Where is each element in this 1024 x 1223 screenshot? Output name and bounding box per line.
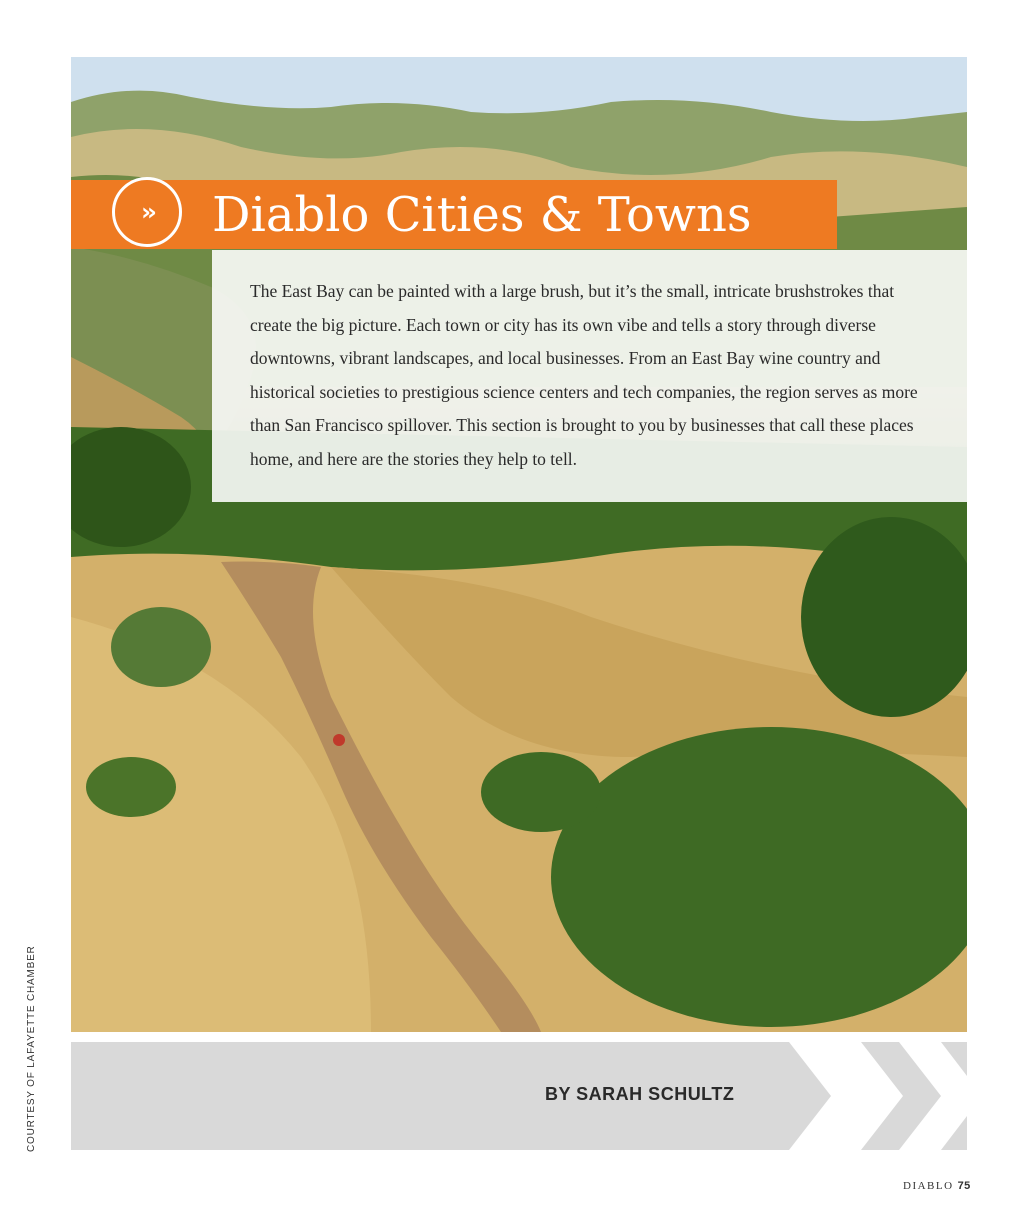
byline: BY SARAH SCHULTZ [545,1084,735,1104]
chevron-arrows-icon [71,1042,967,1150]
page-number: 75 [957,1180,971,1192]
photo-credit: COURTESY OF LAFAYETTE CHAMBER [26,945,37,1152]
page-folio [903,1180,971,1192]
magazine-name: DIABLO [903,1180,954,1192]
intro-paragraph: The East Bay can be painted with a large brush, but it’s the small, intricate brushstrokes that create the big picture. Each town or city has its own vibe and tells a story through diverse downtowns, vibrant landscapes, and local businesses. From an East Bay wine country and historical societies to prestigious science centers and tech companies, the region serves as more than San Francisco spillover. This section is brought to you by businesses that call these places home, and here are the stories they help to tell. [250,281,918,469]
byline-band [71,1042,967,1150]
page-title: Diablo Cities & Towns [212,187,752,243]
double-chevron-right-icon [112,177,182,247]
chevron-glyph: ›› [141,198,153,226]
